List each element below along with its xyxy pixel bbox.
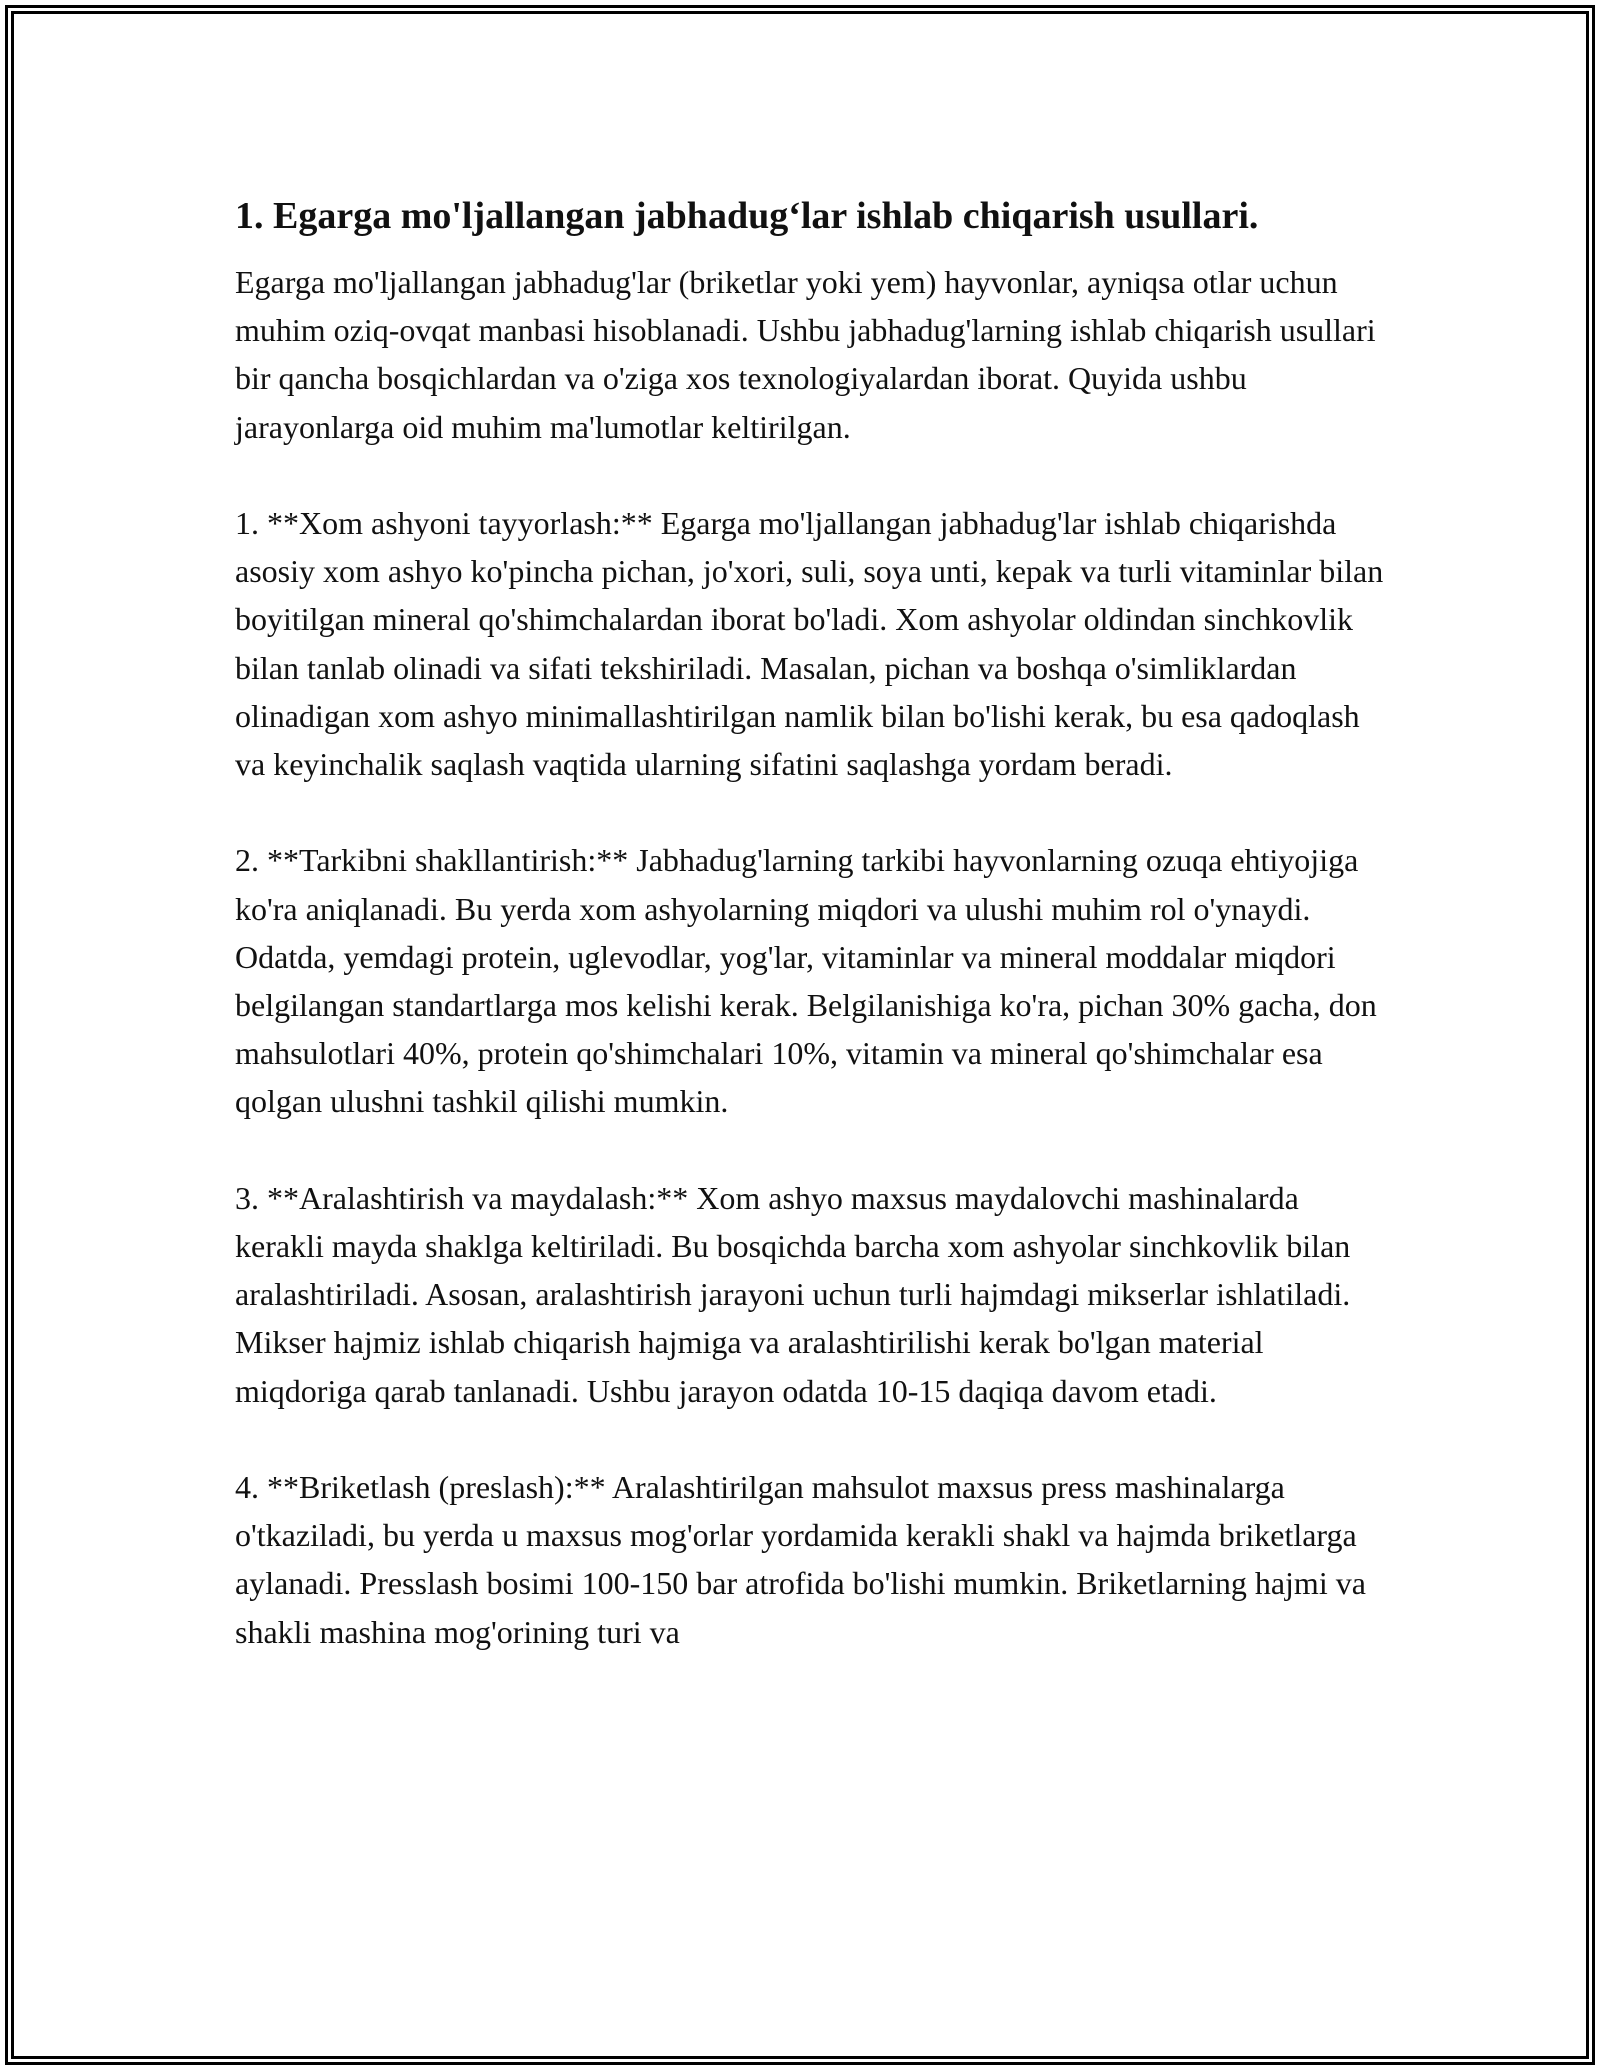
paragraph-briquetting: 4. **Briketlash (preslash):** Aralashtirilgan mahsulot maxsus press mashinalarga o'tkaziladi, bu yerda u maxsus mog'orlar yordamida kerakli shakl va hajmda briketlarga aylanadi. Presslash bosimi 100-150 bar atrofida bo'lishi mumkin. Briketlarning hajmi va shakli mashina mog'orining turi va [235, 1469, 1366, 1650]
paragraph-mixing: 3. **Aralashtirish va maydalash:** Xom ashyo maxsus maydalovchi mashinalarda kerakli mayda shaklga keltiriladi. Bu bosqichda barcha xom ashyolar sinchkovlik bilan aralashtiriladi. Asosan, aralashtirish jarayoni uchun turli hajmdagi mikserlar ishlatiladi. Mikser hajmiz ishlab chiqarish hajmiga va aralashtirilishi kerak bo'lgan material miqdoriga qarab tanlanadi. Ushbu jarayon odatda 10-15 daqiqa davom etadi. [235, 1179, 1351, 1409]
paragraph-intro: Egarga mo'ljallangan jabhadug'lar (briketlar yoki yem) hayvonlar, ayniqsa otlar uchun muhim oziq-ovqat manbasi hisoblanadi. Ushbu jabhadug'larning ishlab chiqarish usullari bir qancha bosqichlardan va o'ziga xos texnologiyalardan iborat. Quyida ushbu jarayonlarga oid muhim ma'lumotlar keltirilgan. [235, 264, 1376, 445]
document-body [235, 190, 1395, 1704]
paragraph-raw-material: 1. **Xom ashyoni tayyorlash:** Egarga mo'ljallangan jabhadug'lar ishlab chiqarishda asosiy xom ashyo ko'pincha pichan, jo'xori, suli, soya unti, kepak va turli vitaminlar bilan boyitilgan mineral qo'shimchalardan iborat bo'ladi. Xom ashyolar oldindan sinchkovlik bilan tanlab olinadi va sifati tekshiriladi. Masalan, pichan va boshqa o'simliklardan olinadigan xom ashyo minimallashtirilgan namlik bilan bo'lishi kerak, bu esa qadoqlash va keyinchalik saqlash vaqtida ularning sifatini saqlashga yordam beradi. [235, 505, 1384, 783]
paragraph-composition: 2. **Tarkibni shakllantirish:** Jabhadug'larning tarkibi hayvonlarning ozuqa ehtiyojiga ko'ra aniqlanadi. Bu yerda xom ashyolarning miqdori va ulushi muhim rol o'ynaydi. Odatda, yemdagi protein, uglevodlar, yog'lar, vitaminlar va mineral moddalar miqdori belgilangan standartlarga mos kelishi kerak. Belgilanishiga ko'ra, pichan 30% gacha, don mahsulotlari 40%, protein qo'shimchalari 10%, vitamin va mineral qo'shimchalar esa qolgan ulushni tashkil qilishi mumkin. [235, 842, 1377, 1120]
document-title: 1. Egarga mo'ljallangan jabhadug‘lar ishlab chiqarish usullari. [235, 195, 1259, 237]
